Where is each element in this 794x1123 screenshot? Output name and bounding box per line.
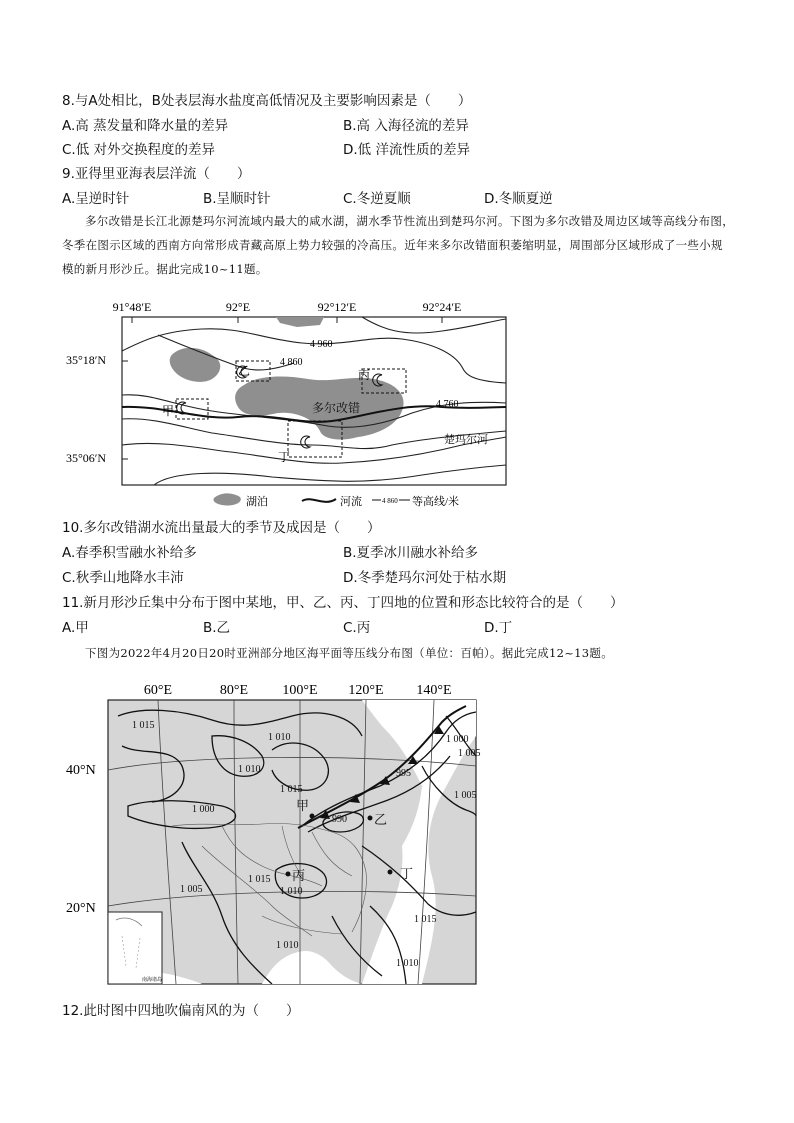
- q10-option-b: B.夏季冰川融水补给多: [343, 545, 479, 561]
- map2-lon-label-3: 100°E: [282, 683, 318, 698]
- isobar-label-4: 1 015: [280, 784, 303, 795]
- isobar-label-8: 1 000: [446, 734, 469, 745]
- place-ding: 丁: [278, 450, 291, 464]
- map2-lon-label-2: 80°E: [219, 683, 249, 698]
- map1-lon-label-2: 92°E: [225, 300, 251, 314]
- q10-stem: 10.多尔改错湖水流出量最大的季节及成因是（ ）: [62, 520, 381, 536]
- south-china-sea-inset: [108, 912, 162, 984]
- isobar-label-5: 1 000: [192, 804, 215, 815]
- q10-option-a: A.春季积雪融水补给多: [62, 545, 197, 561]
- q11-option-a: A.甲: [62, 620, 89, 636]
- isobar-label-2: 1 010: [268, 732, 291, 743]
- contour-label-4860: 4 860: [280, 357, 303, 368]
- map1-lon-label-3: 92°12′E: [317, 300, 357, 314]
- map2-lon-label-5: 140°E: [416, 683, 452, 698]
- q8-option-c: C.低 对外交换程度的差异: [62, 142, 216, 158]
- q9-option-b: B.呈顺时针: [203, 191, 271, 207]
- map2-lat-label-2: 20°N: [66, 901, 96, 916]
- isobar-label-12: 1 010: [280, 886, 303, 897]
- asia-isobar-map: [62, 676, 482, 988]
- river-name-label: 楚玛尔河: [444, 434, 488, 446]
- q8-option-a: A.高 蒸发量和降水量的差异: [62, 118, 229, 134]
- map1-lat-label-1: 35°18′N: [66, 353, 107, 367]
- q9-option-d: D.冬顺夏逆: [484, 191, 553, 207]
- q11-option-d: D.丁: [484, 620, 513, 636]
- legend-lake: 湖泊: [246, 496, 268, 508]
- map1-lat-label-2: 35°06′N: [66, 451, 107, 465]
- map2-place-yi: 乙: [374, 812, 388, 827]
- map2-lon-label-1: 60°E: [143, 683, 173, 698]
- q9-stem: 9.亚得里亚海表层洋流（ ）: [62, 166, 251, 182]
- place-yi: 乙: [238, 364, 251, 378]
- map1-lon-label-1: 91°48′E: [112, 300, 152, 314]
- q10-option-c: C.秋季山地降水丰沛: [62, 570, 184, 586]
- legend-contour: 等高线/米: [412, 496, 460, 508]
- q11-option-c: C.丙: [343, 620, 371, 636]
- isobar-label-17: 1 010: [396, 958, 419, 969]
- isobar-label-14: 1 005: [180, 884, 203, 895]
- q8-option-b: B.高 入海径流的差异: [343, 118, 469, 134]
- map1-lon-label-4: 92°24′E: [422, 300, 462, 314]
- isobar-label-16: 1 010: [276, 940, 299, 951]
- passage-dorgai-lake: 多尔改错是长江北源楚玛尔河流域内最大的咸水湖，湖水季节性流出到楚玛尔河。下图为多尔改错及周边区域等高线分布图，冬季在图示区域的西南方向常形成青藏高原上势力较强的冷高压。近年来多尔改错面积萎缩明显，周围部分区域形成了一些小规模的新月形沙丘。据此完成10~11题。: [62, 214, 734, 276]
- isobar-label-11: 1 015: [248, 874, 271, 885]
- place-bing: 丙: [358, 368, 371, 382]
- lake-name-label: 多尔改错: [312, 401, 361, 415]
- legend-contour-value: 4 860: [382, 497, 398, 505]
- q11-stem: 11.新月形沙丘集中分布于图中某地，甲、乙、丙、丁四地的位置和形态比较符合的是（ ）: [62, 595, 624, 611]
- q8-stem: 8.与A处相比，B处表层海水盐度高低情况及主要影响因素是（ ）: [62, 93, 472, 109]
- q11-option-b: B.乙: [203, 620, 231, 636]
- isobar-label-3: 1 010: [238, 764, 261, 775]
- map2-lon-label-4: 120°E: [348, 683, 384, 698]
- contour-label-4760: 4 760: [436, 399, 459, 410]
- map2-place-ding: 丁: [400, 866, 414, 881]
- legend-river: 河流: [340, 496, 362, 508]
- isobar-label-15: 1 015: [414, 914, 437, 925]
- place-jia: 甲: [162, 404, 175, 418]
- passage-isobar-map: 下图为2022年4月20日20时亚洲部分地区海平面等压线分布图（单位：百帕）。据此完成12~13题。: [85, 646, 613, 660]
- q10-option-d: D.冬季楚玛尔河处于枯水期: [343, 570, 507, 586]
- map2-place-bing: 丙: [292, 868, 306, 883]
- map1-legend: [213, 493, 459, 508]
- inset-label: 南海诸岛: [142, 978, 163, 983]
- q12-stem: 12.此时图中四地吹偏南风的为（ ）: [62, 1003, 300, 1019]
- isobar-label-7: 990: [332, 814, 347, 825]
- map2-place-jia: 甲: [296, 798, 310, 813]
- isobar-label-1: 1 015: [132, 720, 155, 731]
- isobar-label-9: 1 005: [458, 748, 481, 759]
- q8-option-d: D.低 洋流性质的差异: [343, 142, 470, 158]
- map2-lat-label-1: 40°N: [66, 763, 96, 778]
- dorgai-lake-contour-map: [62, 295, 522, 515]
- isobar-label-6: 995: [396, 768, 411, 779]
- q9-option-c: C.冬逆夏顺: [343, 191, 411, 207]
- q9-option-a: A.呈逆时针: [62, 191, 130, 207]
- isobar-label-10: 1 005: [454, 790, 477, 801]
- contour-label-4960: 4 960: [310, 339, 333, 350]
